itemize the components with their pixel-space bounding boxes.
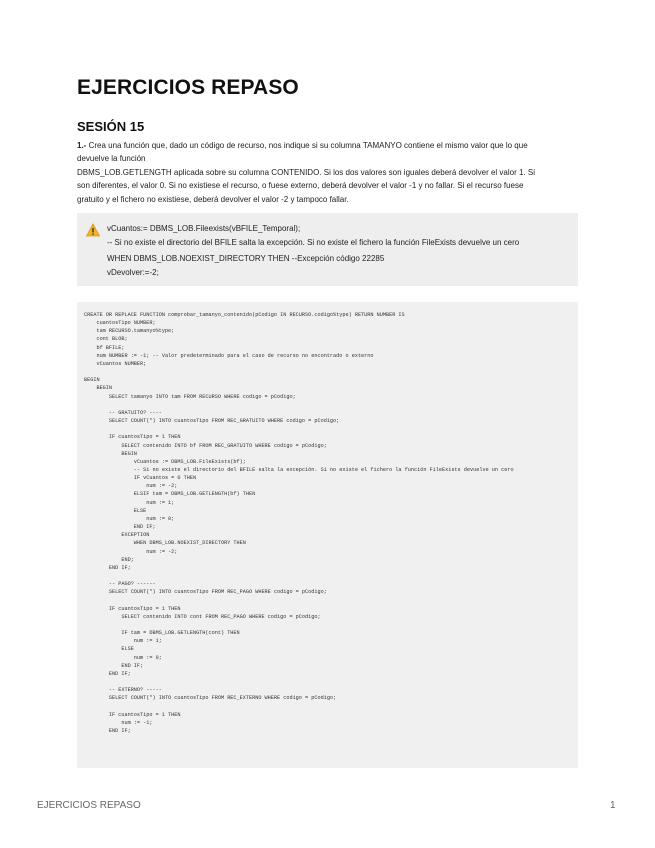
exercise-line-5: gratuito y el fichero no existiese, deberá devolver el valor -2 y tampoco fallar.	[77, 194, 349, 204]
exercise-line-2: devuelve la función	[77, 154, 146, 164]
callout-line-2: -- Si no existe el directorio del BFILE salta la excepción. Si no existe el fichero la función FileExists devuelve un cero	[107, 238, 520, 247]
page-number: 1	[610, 800, 616, 811]
warning-icon	[86, 223, 100, 237]
sql-code: CREATE OR REPLACE FUNCTION comprobar_tamanyo_contenido(pCodigo IN RECURSO.codigo%type) RETURN NUMBER IS cuantosTipo NUMBER; tam RECURSO.tamanyo%type; cont BLOB; bf BFILE; num NUMBER := -1; -- Valor predeterminado para el caso de recurso no encontrado o externo vCuantos NUMBER; BEGIN BEGIN SELECT tamanyo INTO tam FROM RECURSO WHERE codigo = pCodigo; -- GRATUITO? ---- SELECT COUNT(*) INTO cuantosTipo FROM REC_GRATUITO WHERE codigo = pCodigo; IF cuantosTipo = 1 THEN SELECT contenido INTO bf FROM REC_GRATUITO WHERE codigo = pCodigo; BEGIN vCuantos := DBMS_LOB.FileExists(bf); -- Si no existe el directorio del BFILE salta la excepción. Si no existe el fichero la función FileExists devuelve un cero IF vCuantos = 0 THEN num := -2; ELSIF tam = DBMS_LOB.GETLENGTH(bf) THEN num := 1; ELSE num := 0; END IF; EXCEPTION WHEN DBMS_LOB.NOEXIST_DIRECTORY THEN num := -2; END; END IF; -- PAGO? ------ SELECT COUNT(*) INTO cuantosTipo FROM REC_PAGO WHERE codigo = pCodigo; IF cuantosTipo = 1 THEN SELECT contenido INTO cont FROM REC_PAGO WHERE codigo = pCodigo; IF tam = DBMS_LOB.GETLENGTH(cont) THEN num := 1; ELSE num := 0; END IF; END IF; -- EXTERNO? ----- SELECT COUNT(*) INTO cuantosTipo FROM REC_EXTERNO WHERE codigo = pCodigo; IF cuantosTipo = 1 THEN num := -1; END IF;	[84, 312, 514, 734]
exercise-line-4: son diferentes, el valor 0. Si no existiese el recurso, o fuese externo, deberá devolver el valor -1 y no fallar. Si el recurso fuese	[77, 181, 524, 191]
session-heading: SESIÓN 15	[77, 119, 145, 134]
exercise-text-1: Crea una función que, dado un código de recurso, nos indique si su columna TAMANYO contiene el mismo valor que lo que	[88, 141, 528, 150]
page-title: EJERCICIOS REPASO	[77, 76, 299, 99]
callout-line-4: vDevolver:=-2;	[107, 268, 159, 277]
callout-line-1: vCuantos:= DBMS_LOB.Fileexists(vBFILE_Temporal);	[107, 224, 301, 233]
exercise-number: 1.-	[77, 141, 87, 150]
footer-title: EJERCICIOS REPASO	[37, 800, 141, 811]
exercise-statement	[77, 139, 577, 206]
exercise-line-3: DBMS_LOB.GETLENGTH aplicada sobre su columna CONTENIDO. Si los dos valores son iguales deberá devolver el valor 1. Si	[77, 167, 535, 177]
code-block	[77, 302, 578, 768]
callout-line-3: WHEN DBMS_LOB.NOEXIST_DIRECTORY THEN --Excepción código 22285	[107, 254, 385, 263]
exercise-line-1	[77, 139, 577, 152]
warning-callout	[77, 213, 578, 286]
